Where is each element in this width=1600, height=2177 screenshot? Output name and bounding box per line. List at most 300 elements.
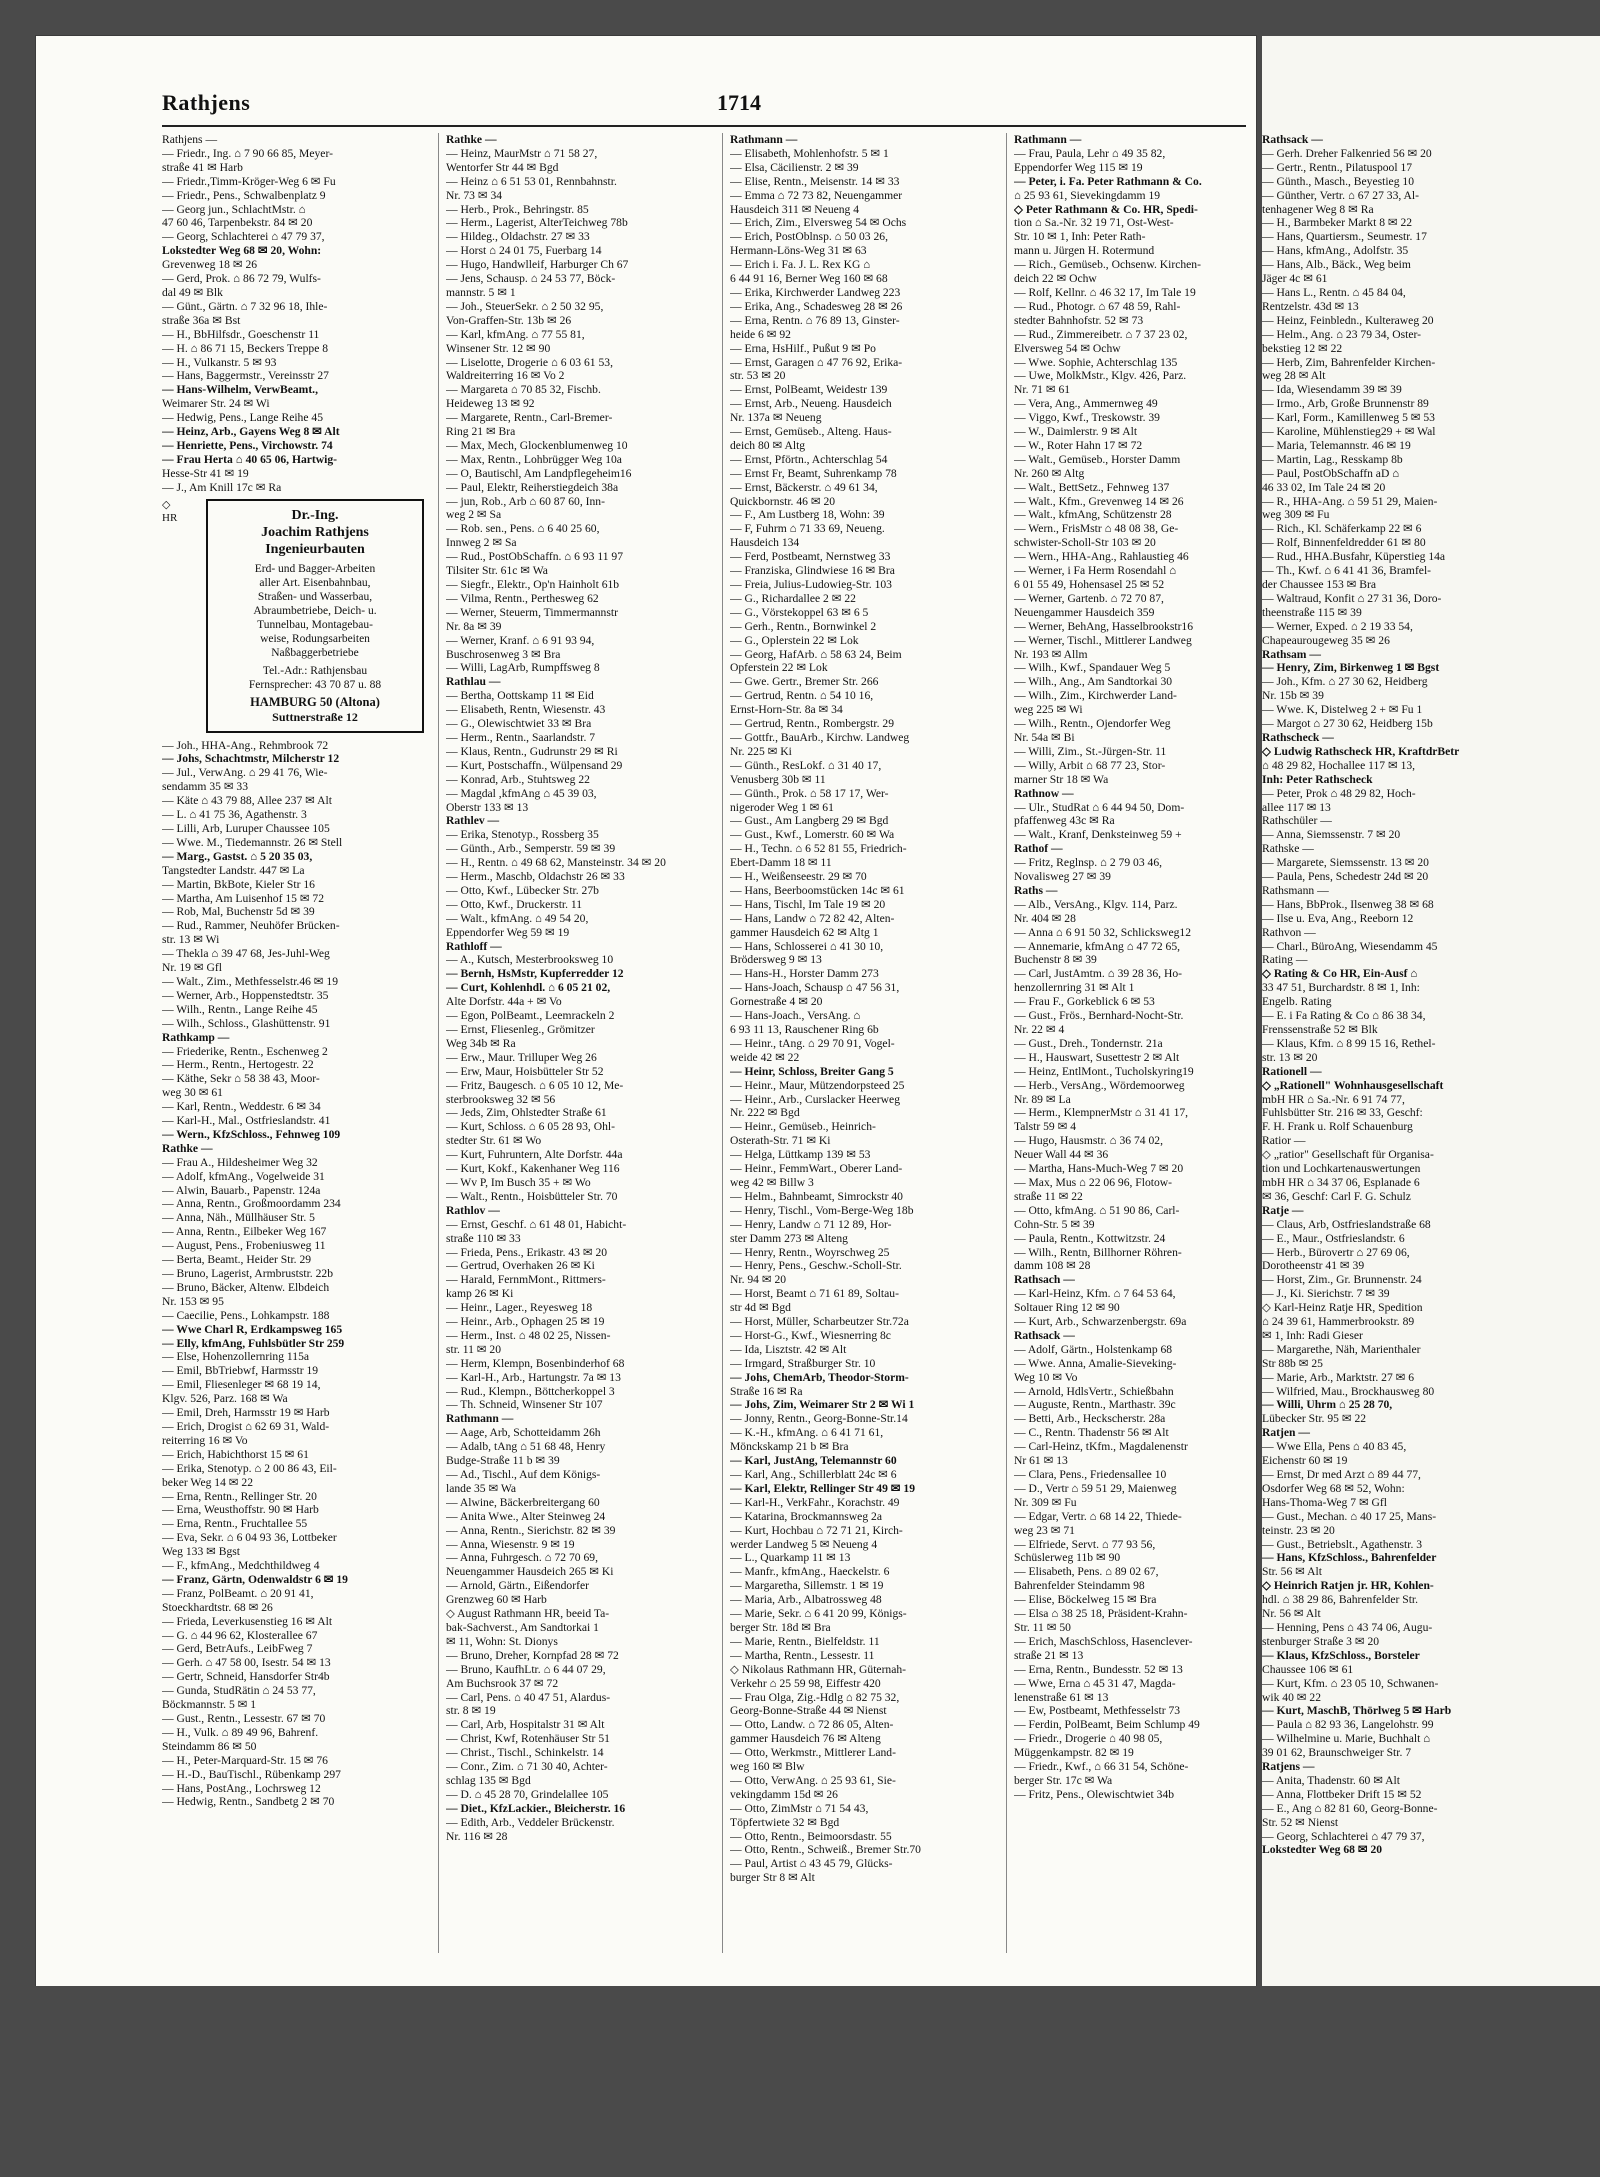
directory-entry-line: Tilsiter Str. 61c ✉ Wa bbox=[446, 564, 548, 578]
directory-entry-line: Talstr 59 ✉ 4 bbox=[1014, 1120, 1077, 1134]
directory-entry-line: — A., Kutsch, Mesterbrooksweg 10 bbox=[446, 953, 614, 967]
directory-entry-line: — Heinr., Maur, Mützendorpsteed 25 bbox=[730, 1078, 905, 1092]
directory-entry-line: — D. ⌂ 45 28 70, Grindelallee 105 bbox=[446, 1787, 609, 1801]
directory-entry-line: — Ernst, Geschf. ⌂ 61 48 01, Habicht- bbox=[446, 1217, 627, 1231]
directory-entry-line: Mönckskamp 21 b ✉ Bra bbox=[730, 1440, 849, 1454]
directory-entry-line: — Anna, Näh., Müllhäuser Str. 5 bbox=[162, 1211, 315, 1225]
directory-entry-line: — Rud., PostObSchaffn. ⌂ 6 93 11 97 bbox=[446, 550, 624, 564]
directory-entry-line: — Adalb, tAng ⌂ 51 68 48, Henry bbox=[446, 1440, 606, 1454]
directory-entry-line: sterbrooksweg 32 ✉ 56 bbox=[446, 1092, 556, 1106]
directory-entry-line: — Fritz, Reglnsp. ⌂ 2 79 03 46, bbox=[1014, 856, 1163, 870]
directory-entry-line: — Paul, Artist ⌂ 43 45 79, Glücks- bbox=[730, 1857, 893, 1871]
directory-entry-line: — Anita, Thadenstr. 60 ✉ Alt bbox=[1262, 1773, 1400, 1787]
directory-entry-line: — Käthe, Sekr ⌂ 58 38 43, Moor- bbox=[162, 1072, 320, 1086]
directory-entry-line: — Irmo., Arb, Große Brunnenstr 89 bbox=[1262, 397, 1429, 411]
directory-entry-line: — H., Hauswart, Susettestr 2 ✉ Alt bbox=[1014, 1050, 1180, 1064]
directory-entry-line: — Frau A., Hildesheimer Weg 32 bbox=[162, 1155, 318, 1169]
directory-entry-line: — G., Vörstekoppel 63 ✉ 6 5 bbox=[730, 605, 869, 619]
column-divider bbox=[722, 133, 723, 1953]
column-1-entries-bottom bbox=[162, 739, 432, 1810]
directory-entry-line: ◇ „ratior" Gesellschaft für Organisa- bbox=[1262, 1148, 1434, 1162]
directory-entry-line: — Hans, KfzSchloss., Bahrenfelder bbox=[1262, 1551, 1437, 1565]
directory-entry-line: — Karl-H., VerkFahr., Korachstr. 49 bbox=[730, 1495, 900, 1509]
directory-entry-line: Wentorfer Str 44 ✉ Bgd bbox=[446, 160, 559, 174]
directory-entry-line: — Freia, Julius-Ludowieg-Str. 103 bbox=[730, 578, 892, 591]
directory-entry-line: — Emil, BbTriebwf, Harmsstr 19 bbox=[162, 1364, 319, 1378]
directory-entry-line: — Hedwig, Rentn., Sandbetg 2 ✉ 70 bbox=[162, 1795, 335, 1809]
directory-entry-line: Weg 34b ✉ Ra bbox=[446, 1036, 516, 1050]
directory-entry-line: — Edith, Arb., Veddeler Brückenstr. bbox=[446, 1815, 615, 1829]
directory-entry-line: — R., HHA-Ang. ⌂ 59 51 29, Maien- bbox=[1262, 494, 1438, 508]
directory-entry-line: ◇ Rating & Co HR, Ein-Ausf ⌂ bbox=[1262, 967, 1418, 981]
directory-entry-line: Weg 133 ✉ Bgst bbox=[162, 1545, 241, 1559]
directory-entry-line: — August, Pens., Frobeniusweg 11 bbox=[162, 1239, 326, 1253]
directory-entry-line: — Jonny, Rentn., Georg-Bonne-Str.14 bbox=[730, 1412, 908, 1426]
directory-entry-line: — Gertrud, Rentn., Rombergstr. 29 bbox=[730, 717, 895, 731]
directory-entry-line: — Erw, Maur, Hoisbütteler Str 52 bbox=[446, 1064, 604, 1078]
directory-entry-line: — Willi, Zim., St.-Jürgen-Str. 11 bbox=[1014, 744, 1167, 758]
directory-entry-line: — Wilhelmine u. Marie, Buchhalt ⌂ bbox=[1262, 1732, 1431, 1746]
directory-entry-line: Nr. 309 ✉ Fu bbox=[1014, 1495, 1077, 1509]
directory-entry-line: — K.-H., kfmAng. ⌂ 6 41 71 61, bbox=[730, 1426, 884, 1440]
directory-entry-line: — Ernst, Arb., Neueng. Hausdeich bbox=[730, 397, 892, 411]
column-4 bbox=[1014, 133, 1256, 1802]
directory-entry-line: — Margaretha, Sillemstr. 1 ✉ 19 bbox=[730, 1579, 884, 1593]
directory-entry-line: — Günth., Prok. ⌂ 58 17 17, Wer- bbox=[730, 786, 889, 800]
directory-entry-line: — Henry, Zim, Birkenweg 1 ✉ Bgst bbox=[1262, 661, 1440, 675]
directory-entry-line: — G., Oplerstein 22 ✉ Lok bbox=[730, 633, 859, 647]
directory-entry-line: Buschrosenweg 3 ✉ Bra bbox=[446, 647, 561, 661]
ad-body bbox=[212, 562, 418, 660]
directory-entry-line: bak-Sachverst., Am Sandtorkai 1 bbox=[446, 1620, 599, 1634]
directory-entry-line: — Otto, Werkmstr., Mittlerer Land- bbox=[730, 1746, 896, 1760]
directory-entry-line: Osterath-Str. 71 ✉ Ki bbox=[730, 1134, 831, 1148]
directory-entry-line: — Gertrud, Rentn. ⌂ 54 10 16, bbox=[730, 689, 874, 703]
directory-entry-line: Rathsam — bbox=[1262, 647, 1321, 661]
directory-entry-line: — Ulr., StudRat ⌂ 6 44 94 50, Dom- bbox=[1014, 800, 1185, 814]
directory-entry-line: Ratje — bbox=[1262, 1203, 1304, 1217]
directory-entry-line: — Erich, Habichthorst 15 ✉ 61 bbox=[162, 1447, 309, 1461]
directory-entry-line: — Paula, Rentn., Kottwitzstr. 24 bbox=[1014, 1231, 1166, 1245]
directory-entry-line: Rathlau — bbox=[446, 675, 501, 689]
directory-entry-line: — Kurt, Hochbau ⌂ 72 71 21, Kirch- bbox=[730, 1523, 903, 1537]
directory-entry-line: — Klaus, Rentn., Gudrunstr 29 ✉ Ri bbox=[446, 744, 618, 758]
directory-entry-line: — Bruno, Dreher, Kornpfad 28 ✉ 72 bbox=[446, 1648, 619, 1662]
directory-entry-line: — Arnold, HdlsVertr., Schießbahn bbox=[1014, 1384, 1174, 1398]
directory-entry-line: — Herm., Inst. ⌂ 48 02 25, Nissen- bbox=[446, 1328, 611, 1342]
directory-entry-line: Ebert-Damm 18 ✉ 11 bbox=[730, 856, 832, 870]
directory-entry-line: — Herm, Klempn, Bosenbinderhof 68 bbox=[446, 1356, 625, 1370]
directory-entry-line: Alte Dorfstr. 44a + ✉ Vo bbox=[446, 995, 562, 1009]
ad-diamond-mark: ◇ bbox=[162, 498, 171, 511]
directory-entry-line: — Rud., Rammer, Neuhöfer Brücken- bbox=[162, 919, 340, 933]
directory-entry-line: — Otto, kfmAng. ⌂ 51 90 86, Carl- bbox=[1014, 1203, 1180, 1217]
directory-entry-line: — Friedr., Ing. ⌂ 7 90 66 85, Meyer- bbox=[162, 146, 333, 160]
directory-entry-line: — Gerd, Prok. ⌂ 86 72 79, Wulfs- bbox=[162, 272, 321, 286]
directory-entry-line: — Margarethe, Näh, Marienthaler bbox=[1262, 1342, 1421, 1356]
directory-entry-line: Soltauer Ring 12 ✉ 90 bbox=[1014, 1301, 1120, 1315]
directory-entry-line: — Elfriede, Servt. ⌂ 77 93 56, bbox=[1014, 1537, 1156, 1551]
directory-entry-line: teinstr. 23 ✉ 20 bbox=[1262, 1523, 1335, 1537]
directory-entry-line: Schüslerweg 11b ✉ 90 bbox=[1014, 1551, 1121, 1565]
directory-entry-line: — Frau F., Gorkeblick 6 ✉ 53 bbox=[1014, 995, 1155, 1009]
directory-entry-line: — Martin, Lag., Resskamp 8b bbox=[1262, 452, 1403, 466]
directory-entry-line: beker Weg 14 ✉ 22 bbox=[162, 1475, 253, 1489]
directory-entry-line: — Frau Herta ⌂ 40 65 06, Hartwig- bbox=[162, 452, 338, 466]
directory-entry-line: — Friedr., Kwf., ⌂ 66 31 54, Schöne- bbox=[1014, 1760, 1189, 1774]
directory-entry-line: — Edgar, Vertr. ⌂ 68 14 22, Thiede- bbox=[1014, 1509, 1182, 1523]
directory-entry-line: — E., Ang ⌂ 82 81 60, Georg-Bonne- bbox=[1262, 1801, 1438, 1815]
directory-entry-line: lande 35 ✉ Wa bbox=[446, 1481, 517, 1495]
directory-entry-line: — Betti, Arb., Heckscherstr. 28a bbox=[1014, 1412, 1166, 1426]
directory-entry-line: — Martha, Rentn., Lessestr. 11 bbox=[730, 1648, 875, 1662]
directory-entry-line: Straße 16 ✉ Ra bbox=[730, 1384, 803, 1398]
directory-entry-line: — Rich., Gemüseb., Ochsenw. Kirchen- bbox=[1014, 258, 1201, 272]
directory-entry-line: — Kurt, Kokf., Kakenhaner Weg 116 bbox=[446, 1162, 620, 1176]
directory-entry-line: F. H. Frank u. Rolf Schauenburg bbox=[1262, 1120, 1413, 1134]
directory-entry-line: — Wilh., Ang., Am Sandtorkai 30 bbox=[1014, 675, 1173, 689]
directory-entry-line: — Emma ⌂ 72 73 82, Neuengammer bbox=[730, 188, 903, 202]
directory-entry-line: — Heinz, Feinbledn., Kulteraweg 20 bbox=[1262, 313, 1434, 327]
header-name: Rathjens bbox=[162, 90, 251, 115]
page-header bbox=[162, 90, 1256, 120]
directory-entry-line: — Georg jun., SchlachtMstr. ⌂ bbox=[162, 202, 306, 216]
directory-entry-line: — Wern., KfzSchloss., Fehnweg 109 bbox=[162, 1127, 341, 1141]
directory-entry-line: — Horst, Beamt ⌂ 71 61 89, Soltau- bbox=[730, 1287, 899, 1301]
directory-entry-line: — Emil, Fliesenleger ✉ 68 19 14, bbox=[162, 1378, 321, 1392]
directory-entry-line: — Marie, Sekr. ⌂ 6 41 20 99, Königs- bbox=[730, 1607, 907, 1621]
directory-entry-line: — Friedr.,Timm-Kröger-Weg 6 ✉ Fu bbox=[162, 174, 336, 188]
directory-entry-line: weg 225 ✉ Wi bbox=[1014, 703, 1083, 717]
ad-body-line: Tunnelbau, Montagebau- bbox=[257, 618, 373, 631]
directory-entry-line: stedter Bahnhofstr. 52 ✉ 73 bbox=[1014, 313, 1144, 327]
directory-entry-line: — Heinr., FemmWart., Oberer Land- bbox=[730, 1162, 903, 1176]
directory-entry-line: — Erika, Ang., Schadesweg 28 ✉ 26 bbox=[730, 299, 903, 313]
directory-entry-line: — Hans-H., Horster Damm 273 bbox=[730, 967, 879, 981]
directory-entry-line: Steindamm 86 ✉ 50 bbox=[162, 1739, 257, 1753]
ad-body-line: Abraumbetriebe, Deich- u. bbox=[253, 604, 377, 617]
directory-entry-line: — Ida, Wiesendamm 39 ✉ 39 bbox=[1262, 383, 1402, 397]
directory-entry-line: Rathschüler — bbox=[1262, 814, 1332, 828]
directory-entry-line: — Harald, FernmMont., Rittmers- bbox=[446, 1273, 606, 1287]
directory-entry-line: — Anita Wwe., Alter Steinweg 24 bbox=[446, 1509, 606, 1523]
directory-entry-line: — Martha, Hans-Much-Weg 7 ✉ 20 bbox=[1014, 1162, 1184, 1176]
directory-entry-line: — Wwe, Erna ⌂ 45 31 47, Magda- bbox=[1014, 1676, 1176, 1690]
directory-entry-line: — Hugo, Hausmstr. ⌂ 36 74 02, bbox=[1014, 1134, 1163, 1148]
directory-entry-line: Osdorfer Weg 68 ✉ 52, Wohn: bbox=[1262, 1481, 1405, 1495]
directory-entry-line: — Günth., Masch., Beyestieg 10 bbox=[1262, 174, 1414, 188]
directory-entry-line: Nr. 19 ✉ Gfl bbox=[162, 961, 222, 975]
directory-entry-line: — Günther, Vertr. ⌂ 67 27 33, Al- bbox=[1262, 188, 1419, 202]
directory-entry-line: — Hans-Joach., VersAng. ⌂ bbox=[730, 1009, 861, 1023]
directory-entry-line: — Viggo, Kwf., Treskowstr. 39 bbox=[1014, 411, 1160, 425]
directory-entry-line: — Erw., Maur. Trilluper Weg 26 bbox=[446, 1050, 597, 1064]
directory-entry-line: — Clara, Pens., Friedensallee 10 bbox=[1014, 1468, 1167, 1481]
directory-entry-line: — J., Am Knill 17c ✉ Ra bbox=[162, 480, 282, 494]
directory-entry-line: Nr. 116 ✉ 28 bbox=[446, 1829, 508, 1843]
directory-entry-line: — Uwe, MolkMstr., Klgv. 426, Parz. bbox=[1014, 369, 1187, 383]
directory-entry-line: — Ferd, Postbeamt, Nernstweg 33 bbox=[730, 550, 891, 564]
directory-entry-line: — Maria, Telemannstr. 46 ✉ 19 bbox=[1262, 438, 1411, 452]
ad-body-line: Naßbaggerbetriebe bbox=[271, 646, 359, 659]
directory-entry-line: — Lilli, Arb, Luruper Chaussee 105 bbox=[162, 822, 330, 835]
directory-entry-line: — Karl-H., Mal., Ostfrieslandstr. 41 bbox=[162, 1114, 331, 1128]
directory-entry-line: — Ernst, Bäckerstr. ⌂ 49 61 34, bbox=[730, 480, 878, 494]
directory-entry-line: Nr. 15b ✉ 39 bbox=[1262, 689, 1324, 703]
directory-entry-line: Fuhlsbütter Str. 216 ✉ 33, Geschf: bbox=[1262, 1106, 1423, 1120]
directory-entry-line: schwister-Scholl-Str 103 ✉ 20 bbox=[1014, 536, 1156, 550]
directory-entry-line: wik 40 ✉ 22 bbox=[1262, 1690, 1321, 1704]
directory-entry-line: — Käte ⌂ 43 79 88, Allee 237 ✉ Alt bbox=[162, 794, 332, 808]
directory-entry-line: — Walt., kfmAng, Schützenstr 28 bbox=[1014, 508, 1172, 522]
column-5 bbox=[1262, 133, 1582, 1857]
page-number: 1714 bbox=[717, 90, 761, 115]
directory-entry-line: 46 33 02, Im Tale 24 ✉ 20 bbox=[1262, 480, 1386, 494]
directory-entry-line: — Karl-H., Arb., Hartungstr. 7a ✉ 13 bbox=[446, 1370, 621, 1384]
directory-entry-line: Bahrenfelder Steindamm 98 bbox=[1014, 1579, 1145, 1593]
directory-entry-line: — Hans, Schlosserei ⌂ 41 30 10, bbox=[730, 939, 884, 953]
directory-entry-line: kamp 26 ✉ Ki bbox=[446, 1287, 514, 1301]
directory-entry-line: mannstr. 5 ✉ 1 bbox=[446, 285, 516, 299]
directory-entry-line: marner Str 18 ✉ Wa bbox=[1014, 772, 1109, 786]
directory-entry-line: — E. i Fa Rating & Co ⌂ 86 38 34, bbox=[1262, 1009, 1426, 1023]
directory-entry-line: — Rich., Kl. Schäferkamp 22 ✉ 6 bbox=[1262, 522, 1422, 536]
directory-entry-line: — Katarina, Brockmannsweg 2a bbox=[730, 1509, 882, 1523]
directory-entry-line: — Erna, Rentn., Bundesstr. 52 ✉ 13 bbox=[1014, 1662, 1183, 1676]
directory-entry-line: lenenstraße 61 ✉ 13 bbox=[1014, 1690, 1109, 1704]
directory-entry-line: Raths — bbox=[1014, 883, 1058, 897]
directory-entry-line: — Walt., Kranf, Denksteinweg 59 + bbox=[1014, 828, 1182, 842]
directory-entry-line: — Herm., KlempnerMstr ⌂ 31 41 17, bbox=[1014, 1106, 1189, 1120]
directory-entry-line: — Karl, kfmAng. ⌂ 77 55 81, bbox=[446, 327, 585, 341]
directory-entry-line: — Ernst, Pförtn., Achterschlag 54 bbox=[730, 452, 888, 466]
directory-entry-line: Budge-Straße 11 b ✉ 39 bbox=[446, 1454, 560, 1468]
directory-entry-line: — H.-D., BauTischl., Rübenkamp 297 bbox=[162, 1767, 341, 1781]
directory-entry-line: bekstieg 12 ✉ 22 bbox=[1262, 341, 1343, 355]
directory-entry-line: Weimarer Str. 24 ✉ Wi bbox=[162, 397, 270, 411]
directory-entry-line: — Otto, ZimMstr ⌂ 71 54 43, bbox=[730, 1801, 869, 1815]
directory-entry-line: — Ernst, PolBeamt, Weidestr 139 bbox=[730, 383, 888, 397]
directory-entry-line: — Kurt, Arb., Schwarzenbergstr. 69a bbox=[1014, 1315, 1187, 1329]
directory-entry-line: stedter Str. 61 ✉ Wo bbox=[446, 1134, 542, 1148]
directory-entry-line: — Ad., Tischl., Auf dem Königs- bbox=[446, 1468, 601, 1481]
directory-entry-line: — Gust., Mechan. ⌂ 40 17 25, Mans- bbox=[1262, 1509, 1437, 1523]
directory-entry-line: Neuengammer Hausdeich 359 bbox=[1014, 605, 1155, 619]
directory-entry-line: Neuer Wall 44 ✉ 36 bbox=[1014, 1148, 1109, 1162]
directory-entry-line: Eichenstr 60 ✉ 19 bbox=[1262, 1454, 1348, 1468]
directory-entry-line: tion und Lochkartenauswertungen bbox=[1262, 1162, 1421, 1176]
directory-entry-line: — Werner, Steuerm, Timmermannstr bbox=[446, 605, 618, 619]
directory-entry-line: — J., Ki. Sierichstr. 7 ✉ 39 bbox=[1262, 1287, 1390, 1301]
directory-entry-line: — Hans, Landw ⌂ 72 82 42, Alten- bbox=[730, 911, 895, 925]
directory-entry-line: — Gunda, StudRätin ⌂ 24 53 77, bbox=[162, 1684, 316, 1698]
directory-entry-line: Weg 10 ✉ Vo bbox=[1014, 1370, 1078, 1384]
directory-entry-line: — Th. Schneid, Winsener Str 107 bbox=[446, 1398, 603, 1412]
directory-entry-line: — Christ, Kwf, Rotenhäuser Str 51 bbox=[446, 1732, 610, 1746]
directory-entry-line: Nr. 56 ✉ Alt bbox=[1262, 1607, 1321, 1621]
directory-entry-line: — Wwe. Sophie, Achterschlag 135 bbox=[1014, 355, 1178, 369]
directory-entry-line: — Karoline, Mühlenstieg29 + ✉ Wal bbox=[1262, 425, 1436, 439]
directory-entry-line: Lübecker Str. 95 ✉ 22 bbox=[1262, 1412, 1367, 1426]
directory-entry-line: gammer Hausdeich 76 ✉ Alteng bbox=[730, 1732, 881, 1746]
directory-entry-line: Hesse-Str 41 ✉ 19 bbox=[162, 466, 249, 480]
ad-street: Suttnerstraße 12 bbox=[272, 709, 358, 724]
directory-entry-line: ⌂ 24 39 61, Hammerbrookstr. 89 bbox=[1262, 1315, 1415, 1329]
directory-entry-line: — Erich, Zim., Elversweg 54 ✉ Ochs bbox=[730, 216, 907, 230]
directory-entry-line: — Paula ⌂ 82 93 36, Langelohstr. 99 bbox=[1262, 1718, 1434, 1732]
directory-entry-line: — Elly, kfmAng, Fuhlsbütler Str 259 bbox=[162, 1336, 345, 1350]
directory-entry-line: hdl. ⌂ 38 29 86, Bahrenfelder Str. bbox=[1262, 1593, 1419, 1607]
directory-entry-line: — Willi, Uhrm ⌂ 25 28 70, bbox=[1262, 1398, 1393, 1412]
directory-entry-line: — Fritz, Pens., Olewischtwiet 34b bbox=[1014, 1787, 1175, 1801]
directory-entry-line: — Th., Kwf. ⌂ 6 41 41 36, Bramfel- bbox=[1262, 564, 1432, 578]
directory-entry-line: — Martha, Am Luisenhof 15 ✉ 72 bbox=[162, 891, 325, 905]
ad-body-line: weise, Rodungsarbeiten bbox=[260, 632, 370, 645]
directory-entry-line: mbH HR ⌂ Sa.-Nr. 6 91 74 77, bbox=[1262, 1092, 1405, 1106]
directory-entry-line: — Wilh., Rentn., Ojendorfer Weg bbox=[1014, 717, 1171, 731]
directory-entry-line: — Wv P, Im Busch 35 + ✉ Wo bbox=[446, 1175, 591, 1189]
directory-entry-line: — Walt., Kfm., Grevenweg 14 ✉ 26 bbox=[1014, 494, 1184, 508]
directory-entry-line: Am Buchsrook 37 ✉ 72 bbox=[446, 1676, 559, 1690]
directory-entry-line: — F, Fuhrm ⌂ 71 33 69, Neueng. bbox=[730, 522, 885, 536]
directory-entry-line: — Horst, Müller, Scharbeutzer Str.72a bbox=[730, 1315, 909, 1329]
directory-entry-line: Nr. 8a ✉ 39 bbox=[446, 619, 502, 633]
directory-entry-line: Hans-Thoma-Weg 7 ✉ Gfl bbox=[1262, 1495, 1388, 1509]
directory-entry-line: — Werner, Arb., Hoppenstedtstr. 35 bbox=[162, 988, 329, 1002]
directory-entry-line: — Jens, Schausp. ⌂ 24 53 77, Böck- bbox=[446, 272, 616, 286]
directory-entry-line: Klgv. 526, Parz. 168 ✉ Wa bbox=[162, 1392, 288, 1406]
directory-entry-line: — Karl-Heinz, Kfm. ⌂ 7 64 53 64, bbox=[1014, 1287, 1176, 1301]
directory-entry-line: Str. 56 ✉ Alt bbox=[1262, 1565, 1322, 1579]
directory-entry-line: dal 49 ✉ Blk bbox=[162, 285, 223, 299]
directory-entry-line: — Gertr, Schneid, Hansdorfer Str4b bbox=[162, 1670, 330, 1684]
directory-entry-line: — Hans, Alb., Bäck., Weg beim bbox=[1262, 258, 1411, 272]
directory-entry-line: — Vera, Ang., Ammernweg 49 bbox=[1014, 397, 1158, 411]
directory-entry-line: — Marie, Arb., Marktstr. 27 ✉ 6 bbox=[1262, 1370, 1415, 1384]
directory-entry-line: — Friederike, Rentn., Eschenweg 2 bbox=[162, 1044, 328, 1058]
directory-entry-line: — Elisabeth, Pens. ⌂ 89 02 67, bbox=[1014, 1565, 1159, 1579]
ad-phone: Fernsprecher: 43 70 87 u. 88 bbox=[248, 678, 382, 691]
directory-entry-line: — Anna, Siemssenstr. 7 ✉ 20 bbox=[1262, 828, 1401, 842]
directory-entry-line: gammer Hausdeich 62 ✉ Altg 1 bbox=[730, 925, 879, 939]
directory-entry-line: stenburger Straße 3 ✉ 20 bbox=[1262, 1634, 1380, 1648]
directory-entry-line: — Herb., Bürovertr ⌂ 27 69 06, bbox=[1262, 1245, 1410, 1259]
directory-entry-line: — Wilh., Schloss., Glashüttenstr. 91 bbox=[162, 1016, 331, 1030]
directory-entry-line: — Helm., Bahnbeamt, Simrockstr 40 bbox=[730, 1189, 903, 1203]
directory-entry-line: Str. 11 ✉ 50 bbox=[1014, 1620, 1071, 1634]
directory-entry-line: Nr. 71 ✉ 61 bbox=[1014, 383, 1071, 397]
directory-entry-line: — Gerh. ⌂ 47 58 00, Isestr. 54 ✉ 13 bbox=[162, 1656, 331, 1670]
directory-entry-line: — Willy, Arbit ⌂ 68 77 23, Stor- bbox=[1014, 758, 1166, 772]
directory-entry-line: — Eva, Sekr. ⌂ 6 04 93 36, Lottbeker bbox=[162, 1531, 337, 1545]
directory-entry-line: Nr. 94 ✉ 20 bbox=[730, 1273, 787, 1287]
directory-entry-line: Cohn-Str. 5 ✉ 39 bbox=[1014, 1217, 1095, 1231]
ad-title-name: Joachim Rathjens bbox=[261, 524, 369, 540]
directory-entry-line: — Max, Rentn., Lohbrügger Weg 10a bbox=[446, 452, 622, 466]
directory-entry-line: — jun, Rob., Arb ⌂ 60 87 60, Inn- bbox=[446, 494, 605, 508]
directory-entry-line: — W., Daimlerstr. 9 ✉ Alt bbox=[1014, 425, 1138, 439]
directory-entry-line: — Henry, Rentn., Woyrschweg 25 bbox=[730, 1245, 890, 1259]
directory-entry-line: — Siegfr., Elektr., Op'n Hainholt 61b bbox=[446, 578, 620, 591]
directory-entry-line: Rathsack — bbox=[1262, 133, 1323, 146]
directory-entry-line: — Marg., Gastst. ⌂ 5 20 35 03, bbox=[162, 849, 313, 863]
column-divider bbox=[438, 133, 439, 1953]
directory-page bbox=[36, 36, 1256, 1986]
ad-body-line: aller Art. Eisenbahnbau, bbox=[259, 576, 371, 589]
directory-entry-line: 47 60 46, Tarpenbekstr. 84 ✉ 20 bbox=[162, 216, 313, 230]
directory-entry-line: Nr. 153 ✉ 95 bbox=[162, 1294, 224, 1308]
ad-title-degree: Dr.-Ing. bbox=[291, 507, 339, 523]
directory-entry-line: — Walt., Zim., Methfesselstr.46 ✉ 19 bbox=[162, 974, 339, 988]
directory-entry-line: — Aage, Arb, Schotteidamm 26h bbox=[446, 1426, 601, 1440]
directory-entry-line: — Gust., Am Langberg 29 ✉ Bgd bbox=[730, 814, 889, 828]
directory-entry-line: Nr. 260 ✉ Altg bbox=[1014, 466, 1085, 480]
directory-entry-line: weg 2 ✉ Sa bbox=[446, 508, 502, 522]
directory-entry-line: weg 30 ✉ 61 bbox=[162, 1086, 223, 1100]
column-2 bbox=[446, 133, 716, 1843]
directory-entry-line: — Gwe. Gertr., Bremer Str. 266 bbox=[730, 675, 879, 689]
directory-entry-line: — Walt., Rentn., Hoisbütteler Str. 70 bbox=[446, 1189, 618, 1203]
directory-entry-line: — Wwe Ella, Pens ⌂ 40 83 45, bbox=[1262, 1440, 1407, 1454]
directory-entry-line: Stoeckhardtstr. 68 ✉ 26 bbox=[162, 1600, 273, 1614]
directory-entry-line: ⌂ 25 93 61, Sievekingdamm 19 bbox=[1014, 188, 1161, 202]
directory-entry-line: — Erna, Rentn., Fruchtallee 55 bbox=[162, 1517, 308, 1531]
directory-entry-line: — Rolf, Kellnr. ⌂ 46 32 17, Im Tale 19 bbox=[1014, 285, 1196, 299]
directory-entry-line: Hermann-Löns-Weg 31 ✉ 63 bbox=[730, 244, 867, 258]
directory-entry-line: — Rud., Zimmereibetr. ⌂ 7 37 23 02, bbox=[1014, 327, 1188, 341]
directory-entry-line: — Margarete, Rentn., Carl-Bremer- bbox=[446, 411, 613, 425]
directory-entry-line: — Hans-Joach, Schausp ⌂ 47 56 31, bbox=[730, 981, 900, 995]
directory-entry-line: Innweg 2 ✉ Sa bbox=[446, 536, 517, 550]
directory-entry-line: — W., Roter Hahn 17 ✉ 72 bbox=[1014, 438, 1143, 452]
directory-entry-line: — Heinr., Gemüseb., Heinrich- bbox=[730, 1120, 876, 1134]
directory-entry-line: allee 117 ✉ 13 bbox=[1262, 800, 1331, 814]
ad-telegram: Tel.-Adr.: Rathjensbau bbox=[262, 664, 368, 677]
directory-entry-line: — L., Quarkamp 11 ✉ 13 bbox=[730, 1551, 851, 1565]
directory-entry-line: Ernst-Horn-Str. 8a ✉ 34 bbox=[730, 703, 843, 717]
directory-entry-line: Rathlev — bbox=[446, 814, 500, 828]
adjacent-page bbox=[1262, 36, 1600, 1986]
directory-entry-line: — Caecilie, Pens., Lohkampstr. 188 bbox=[162, 1308, 330, 1322]
directory-entry-line: — Martin, BkBote, Kieler Str 16 bbox=[162, 877, 315, 891]
directory-entry-line: — Erich, Drogist ⌂ 62 69 31, Wald- bbox=[162, 1419, 330, 1433]
header-rule bbox=[162, 125, 1246, 127]
directory-entry-line: ◇ „Rationell" Wohnhausgesellschaft bbox=[1262, 1078, 1444, 1092]
directory-entry-line: tion ⌂ Sa.-Nr. 32 19 71, Ost-West- bbox=[1014, 216, 1174, 230]
directory-entry-line: — Ernst, Gemüseb., Alteng. Haus- bbox=[730, 425, 892, 439]
directory-entry-line: — Gust., Frös., Bernhard-Nocht-Str. bbox=[1014, 1009, 1184, 1023]
directory-entry-line: — Erna, HsHilf., Pußut 9 ✉ Po bbox=[730, 341, 876, 355]
directory-entry-line: Venusberg 30b ✉ 11 bbox=[730, 772, 826, 786]
directory-entry-line: — Gottfr., BauArb., Kirchw. Landweg bbox=[730, 730, 910, 744]
directory-entry-line: — Manfr., kfmAng., Haeckelstr. 6 bbox=[730, 1565, 890, 1579]
directory-entry-line: — Heinz, MaurMstr ⌂ 71 58 27, bbox=[446, 146, 598, 160]
directory-entry-line: — Erika, Stenotyp. ⌂ 2 00 86 43, Eil- bbox=[162, 1461, 337, 1475]
directory-entry-line: — Alwine, Bäckerbreitergang 60 bbox=[446, 1495, 600, 1509]
directory-entry-line: — Wwe. M., Tiedemannstr. 26 ✉ Stell bbox=[162, 835, 343, 849]
directory-entry-line: — Werner, Tischl., Mittlerer Landweg bbox=[1014, 633, 1192, 647]
directory-entry-line: — Erich, MaschSchloss, Hasenclever- bbox=[1014, 1634, 1193, 1648]
directory-entry-line: — Rob. sen., Pens. ⌂ 6 40 25 60, bbox=[446, 522, 600, 536]
directory-entry-line: henzollernring 31 ✉ Alt 1 bbox=[1014, 981, 1135, 995]
directory-entry-line: — Rud., Photogr. ⌂ 67 48 59, Rahl- bbox=[1014, 299, 1181, 313]
directory-entry-line: — Anna, Rentn., Großmoordamm 234 bbox=[162, 1197, 341, 1211]
directory-entry-line: — Frieda, Leverkusenstieg 16 ✉ Alt bbox=[162, 1614, 333, 1628]
scan-background bbox=[0, 1986, 1600, 2177]
directory-entry-line: — Elisabeth, Rentn, Wiesenstr. 43 bbox=[446, 703, 606, 717]
directory-entry-line: — Wern., FrisMstr ⌂ 48 08 38, Ge- bbox=[1014, 522, 1179, 536]
directory-entry-line: — Joh., Kfm. ⌂ 27 30 62, Heidberg bbox=[1262, 675, 1428, 689]
